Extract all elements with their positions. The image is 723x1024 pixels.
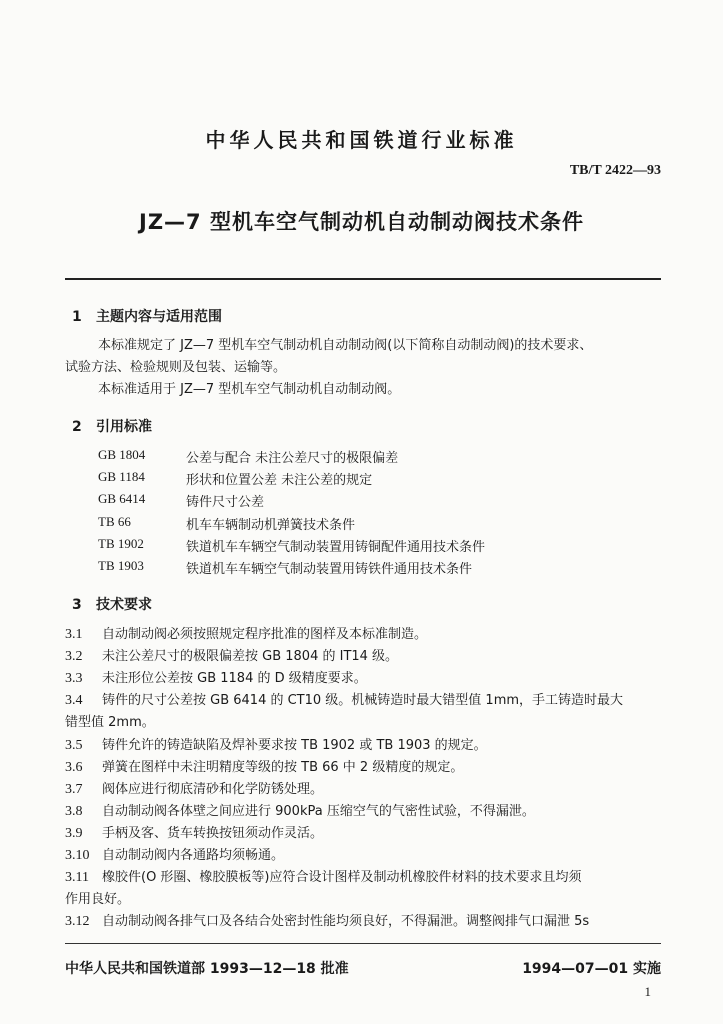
- item-continuation: 作用良好。: [65, 892, 131, 907]
- item-number: 3.2: [65, 649, 83, 664]
- requirement-item: [65, 668, 665, 690]
- reference-desc: 公差与配合 未注公差尺寸的极限偏差: [186, 451, 399, 466]
- approval-line: 中华人民共和国铁道部 1993—12—18 批准: [65, 961, 349, 977]
- section-title: 引用标准: [96, 419, 152, 435]
- section-number: 2: [72, 419, 82, 435]
- title-divider: [65, 278, 661, 280]
- item-number: 3.1: [65, 627, 83, 642]
- reference-desc: 铁道机车车辆空气制动装置用铸铜配件通用技术条件: [186, 540, 486, 555]
- item-text: 阀体应进行彻底清砂和化学防锈处理。: [102, 782, 324, 797]
- section-1-heading: [72, 306, 222, 326]
- section-1-para1-line1: 本标准规定了 JZ—7 型机车空气制动机自动制动阀(以下简称自动制动阀)的技术要求、: [98, 338, 593, 353]
- item-text: 自动制动阀各体壁之间应进行 900kPa 压缩空气的气密性试验，不得漏泄。: [102, 804, 535, 819]
- requirement-item: [65, 624, 665, 646]
- item-text: 铸件允许的铸造缺陷及焊补要求按 TB 1902 或 TB 1903 的规定。: [102, 738, 487, 753]
- section-1-para1-line2: 试验方法、检验规则及包装、运输等。: [65, 360, 287, 375]
- standard-code: TB/T 2422—93: [569, 163, 661, 178]
- section-number: 3: [72, 597, 82, 613]
- requirement-item: [65, 646, 665, 668]
- requirement-item: [65, 911, 665, 933]
- section-1-para2: 本标准适用于 JZ—7 型机车空气制动机自动制动阀。: [98, 382, 401, 397]
- item-number: 3.9: [65, 826, 83, 841]
- org-standard-heading: 中华人民共和国铁道行业标准: [205, 128, 518, 152]
- item-number: 3.6: [65, 760, 83, 775]
- item-text: 自动制动阀各排气口及各结合处密封性能均须良好，不得漏泄。调整阀排气口漏泄 5s: [102, 914, 590, 929]
- reference-code: TB 1903: [98, 558, 144, 573]
- reference-code: TB 1902: [98, 536, 144, 551]
- reference-code: GB 6414: [98, 491, 146, 506]
- document-title: JZ—7 型机车空气制动机自动制动阀技术条件: [139, 210, 584, 234]
- requirement-item: [65, 845, 665, 867]
- page-number: 1: [644, 984, 651, 999]
- requirement-item: [65, 801, 665, 823]
- reference-code: GB 1804: [98, 447, 146, 462]
- item-text: 自动制动阀内各通路均须畅通。: [102, 848, 285, 863]
- requirement-item: [65, 690, 665, 734]
- item-number: 3.7: [65, 782, 83, 797]
- section-2-heading: [72, 416, 152, 436]
- requirement-item: [65, 823, 665, 845]
- item-number: 3.3: [65, 671, 83, 686]
- item-number: 3.12: [65, 914, 90, 929]
- requirement-item: [65, 779, 665, 801]
- item-number: 3.8: [65, 804, 83, 819]
- item-number: 3.11: [65, 870, 89, 885]
- item-text: 自动制动阀必须按照规定程序批准的图样及本标准制造。: [102, 627, 428, 642]
- item-text: 未注公差尺寸的极限偏差按 GB 1804 的 IT14 级。: [102, 649, 399, 664]
- item-text: 橡胶件(O 形圈、橡胶膜板等)应符合设计图样及制动机橡胶件材料的技术要求且均须: [102, 870, 582, 885]
- reference-desc: 形状和位置公差 未注公差的规定: [186, 473, 373, 488]
- reference-desc: 铁道机车车辆空气制动装置用铸铁件通用技术条件: [186, 562, 473, 577]
- requirement-item: [65, 735, 665, 757]
- reference-code: TB 66: [98, 514, 131, 529]
- section-3-heading: [72, 594, 152, 614]
- effective-date: 1994—07—01 实施: [522, 961, 661, 977]
- item-text: 手柄及客、货车转换按钮须动作灵活。: [102, 826, 324, 841]
- item-text: 未注形位公差按 GB 1184 的 D 级精度要求。: [102, 671, 367, 686]
- item-continuation: 错型值 2mm。: [65, 715, 155, 730]
- section-title: 主题内容与适用范围: [96, 309, 222, 325]
- footer-divider: [65, 943, 661, 944]
- requirement-item: [65, 757, 665, 779]
- item-number: 3.5: [65, 738, 83, 753]
- item-number: 3.4: [65, 693, 83, 708]
- section-number: 1: [72, 309, 82, 325]
- reference-code: GB 1184: [98, 469, 145, 484]
- item-text: 弹簧在图样中未注明精度等级的按 TB 66 中 2 级精度的规定。: [102, 760, 464, 775]
- item-text: 铸件的尺寸公差按 GB 6414 的 CT10 级。机械铸造时最大错型值 1mm，手工铸造时最大: [102, 693, 624, 708]
- reference-desc: 机车车辆制动机弹簧技术条件: [186, 518, 356, 533]
- requirement-item: [65, 867, 665, 911]
- item-number: 3.10: [65, 848, 90, 863]
- section-title: 技术要求: [96, 597, 152, 613]
- reference-desc: 铸件尺寸公差: [186, 495, 265, 510]
